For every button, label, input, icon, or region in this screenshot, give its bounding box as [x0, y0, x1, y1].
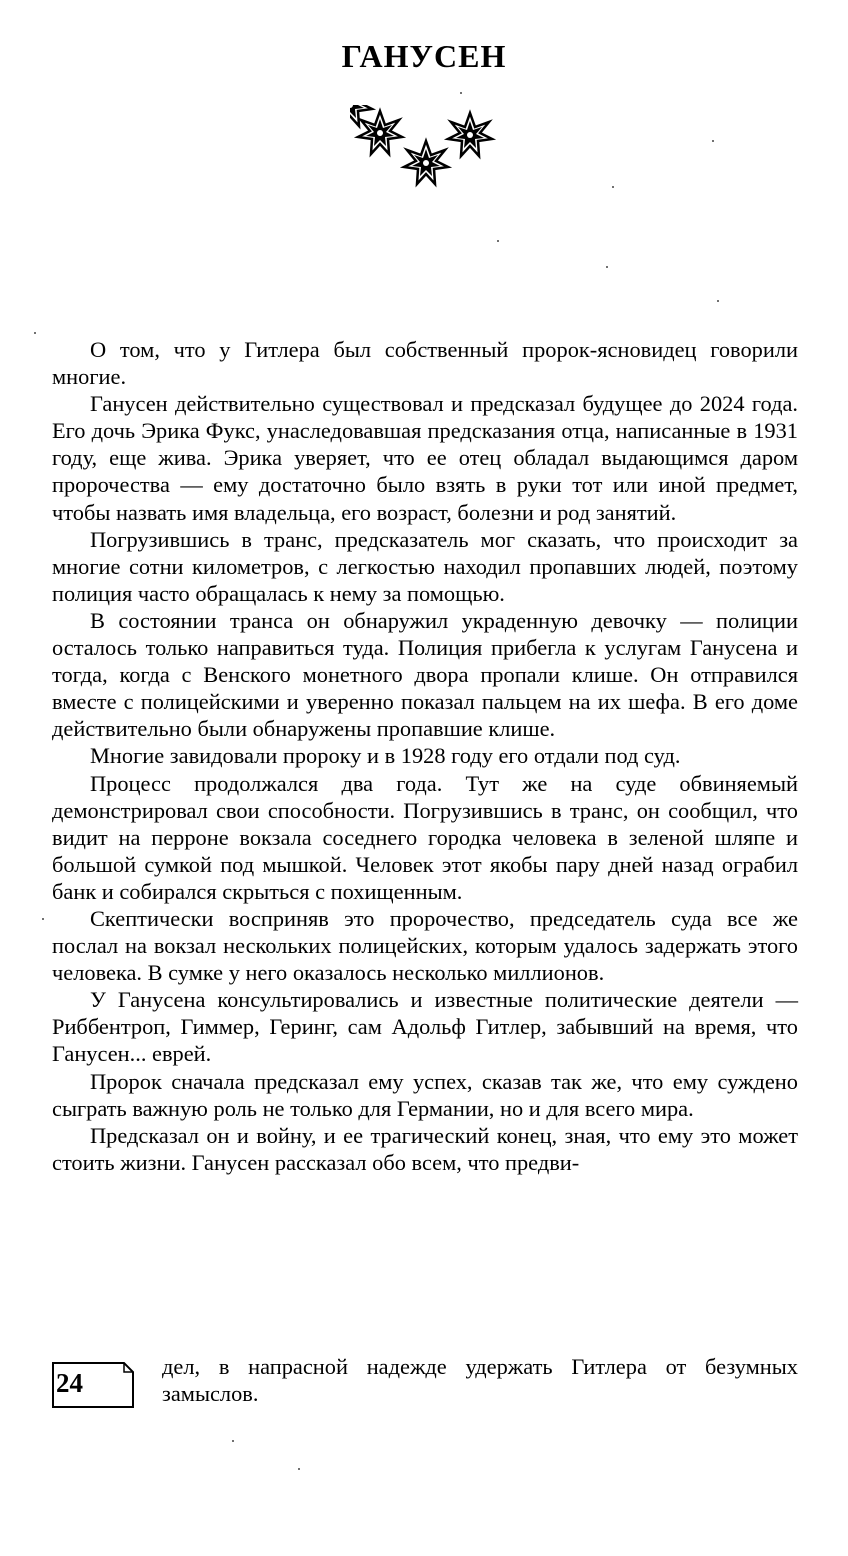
paragraph-tail: дел, в напрасной надежде удержать Гитлера от безумных замыслов. — [162, 1354, 798, 1407]
paragraph: У Ганусена консультировались и известные политические деятели — Риббентроп, Гиммер, Геринг, сам Адольф Гитлер, забывший на время, что Ганусен... еврей. — [52, 987, 798, 1067]
page-number: 24 — [56, 1368, 83, 1398]
paragraph: Пророк сначала предсказал ему успех, сказав так же, что ему суждено сыграть важную роль не только для Германии, но и для всего мира. — [52, 1068, 798, 1121]
star-icon — [358, 111, 402, 154]
paragraph: Скептически восприняв это пророчество, председатель суда все же послал на вокзал нескольких полицейских, которым удалось задержать этого человека. В сумке у него оказалось несколько миллионов. — [52, 905, 798, 986]
paragraph: О том, что у Гитлера был собственный пророк-ясновидец говорили многие. — [52, 337, 798, 390]
paragraph: Ганусен действительно существовал и предсказал будущее до 2024 года. Его дочь Эрика Фукс, унаследовавшая предсказания отца, написанные в 1931 году, еще жива. Эрика уверяет, что ее отец обладал выдающимся даром пророчества — ему достаточно было взять в руки тот или иной предмет, чтобы назвать имя владельца, его возраст, болезни и род занятий. — [52, 391, 798, 525]
star-icon — [448, 113, 492, 156]
chapter-title: ГАНУСЕН — [341, 38, 507, 74]
paragraph: В состоянии транса он обнаружил украденную девочку — полиции осталось только направиться туда. Полиция прибегла к услугам Ганусена и тогда, когда с Венского монетного двора пропали клише. Он отправился вместе с полицейскими и уверенно показал пальцем на их шефа. В его доме действительно были обнаружены пропавшие клише. — [52, 607, 798, 742]
page-number-badge — [52, 1362, 134, 1408]
article-body — [52, 336, 798, 1176]
paragraph: Погрузившись в транс, предсказатель мог сказать, что происходит за многие сотни километров, с легкостью находил пропавших людей, поэтому полиция часто обращалась к нему за помощью. — [52, 526, 798, 606]
paragraph: Предсказал он и войну, и ее трагический конец, зная, что ему это может стоить жизни. Ганусен рассказал обо всем, что предви- — [52, 1122, 798, 1175]
three-stars-ornament — [350, 105, 500, 195]
paragraph: Многие завидовали пророку и в 1928 году его отдали под суд. — [90, 743, 681, 769]
star-icon — [404, 141, 448, 184]
paragraph: Процесс продолжался два года. Тут же на суде обвиняемый демонстрировал свои способности. Погрузившись в транс, он сообщил, что видит на перроне вокзала соседнего городка человека в зеленой шляпе и большой сумкой под мышкой. Человек этот якобы пару дней назад ограбил банк и собирался скрыться с похищенным. — [52, 770, 798, 904]
paragraph-continuation — [162, 1353, 798, 1407]
